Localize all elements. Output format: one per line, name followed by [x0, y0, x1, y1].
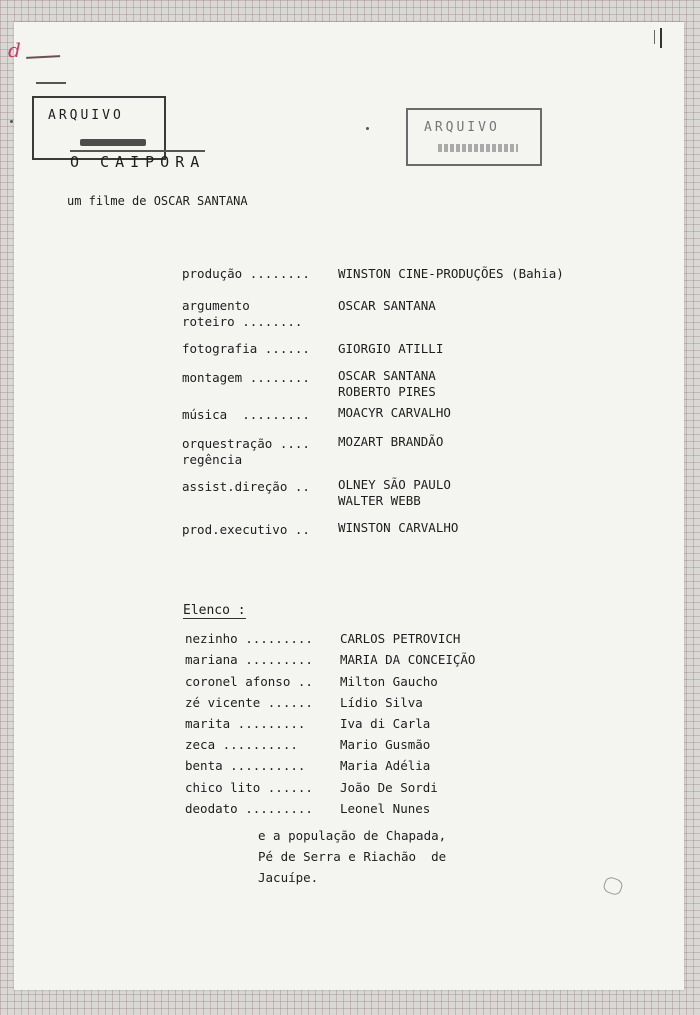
- credit-name: WINSTON CINE-PRODUÇÕES (Bahia): [338, 266, 564, 281]
- film-title: O CAIPORA: [70, 150, 205, 171]
- cast-name: MARIA DA CONCEIÇÃO: [340, 652, 476, 667]
- cast-name: Lídio Silva: [340, 695, 423, 710]
- cast-name: João De Sordi: [340, 780, 438, 795]
- film-subtitle: um filme de OSCAR SANTANA: [67, 194, 248, 208]
- credit-role: produção ........: [182, 266, 310, 281]
- margin-line: [660, 28, 662, 48]
- stamp-faded-text: [438, 144, 518, 152]
- credit-role: orquestração .... regência: [182, 436, 310, 467]
- archive-stamp-label: ARQUIVO: [48, 108, 124, 123]
- credit-name: GIORGIO ATILLI: [338, 341, 444, 356]
- cast-heading: Elenco :: [183, 603, 246, 618]
- archive-stamp-label: ARQUIVO: [424, 120, 500, 135]
- credit-name: OSCAR SANTANA ROBERTO PIRES: [338, 368, 436, 399]
- credit-role: prod.executivo ..: [182, 522, 310, 537]
- credit-name: OSCAR SANTANA: [338, 298, 436, 313]
- ink-dot: [10, 120, 13, 123]
- stamp-smudge: [80, 139, 146, 146]
- archive-stamp-right: [406, 108, 542, 166]
- cast-role: nezinho .........: [185, 631, 313, 646]
- credit-role: montagem ........: [182, 370, 310, 385]
- paper-smudge: [602, 875, 624, 896]
- cast-name: CARLOS PETROVICH: [340, 631, 461, 646]
- credit-name: MOZART BRANDÃO: [338, 434, 444, 449]
- credit-name: MOACYR CARVALHO: [338, 405, 451, 420]
- credit-role: argumento roteiro ........: [182, 298, 303, 329]
- cast-role: zé vicente ......: [185, 695, 313, 710]
- cast-name: Iva di Carla: [340, 716, 431, 731]
- cast-role: chico lito ......: [185, 780, 313, 795]
- cast-name: Mario Gusmão: [340, 737, 431, 752]
- cast-role: benta ..........: [185, 758, 306, 773]
- cast-role: mariana .........: [185, 652, 313, 667]
- margin-line-faint: [654, 30, 655, 44]
- cast-name: Leonel Nunes: [340, 801, 431, 816]
- cast-role: coronel afonso ..: [185, 674, 313, 689]
- credit-role: música .........: [182, 407, 310, 422]
- cast-name: Maria Adélia: [340, 758, 431, 773]
- credit-name: OLNEY SÃO PAULO WALTER WEBB: [338, 477, 451, 508]
- cast-role: zeca ..........: [185, 737, 298, 752]
- cast-role: marita .........: [185, 716, 306, 731]
- handwritten-mark: d: [8, 38, 21, 62]
- document-page: [8, 22, 684, 990]
- credit-name: WINSTON CARVALHO: [338, 520, 459, 535]
- pen-dash: [36, 82, 66, 84]
- cast-name: Milton Gaucho: [340, 674, 438, 689]
- ink-dot: [366, 127, 369, 130]
- cast-role: deodato .........: [185, 801, 313, 816]
- handwritten-scribble: [26, 49, 60, 59]
- credit-role: assist.direção ..: [182, 479, 310, 494]
- credit-role: fotografia ......: [182, 341, 310, 356]
- cast-note: e a população de Chapada, Pé de Serra e Riachão de Jacuípe.: [258, 828, 447, 885]
